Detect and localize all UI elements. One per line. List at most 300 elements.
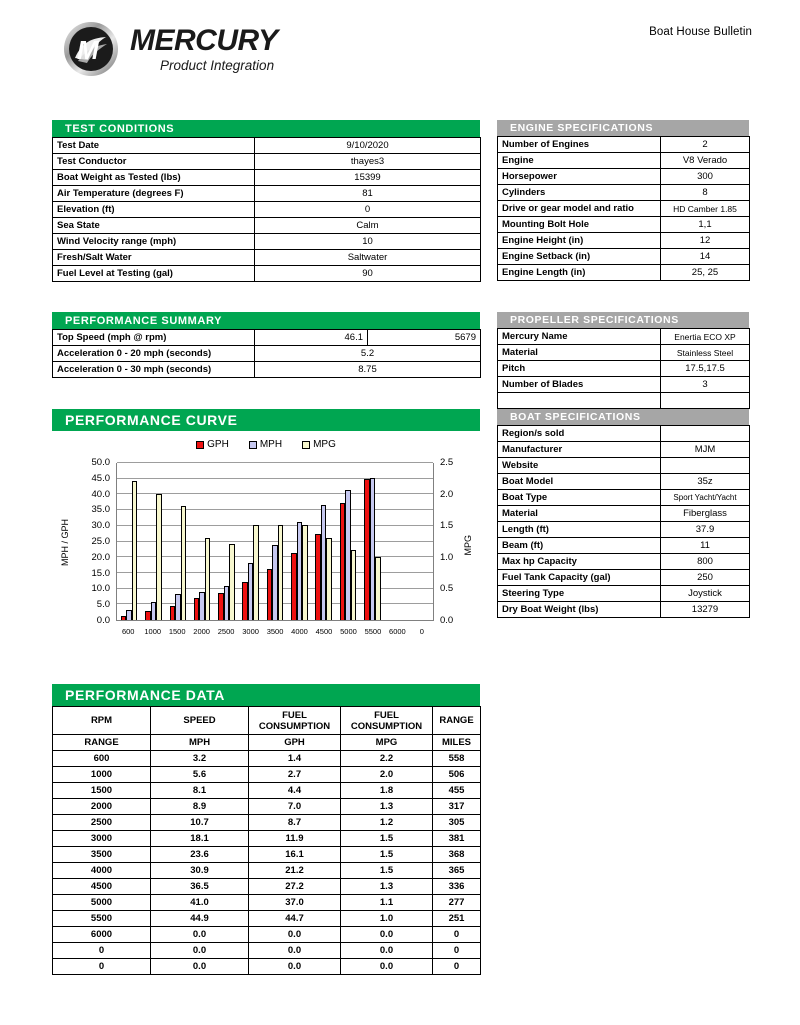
column-subheader: MPH bbox=[151, 735, 249, 751]
bar-mpg bbox=[156, 494, 162, 620]
table-cell: 368 bbox=[433, 847, 481, 863]
table-row bbox=[498, 554, 750, 570]
table-row bbox=[53, 266, 481, 282]
performance-summary-table bbox=[52, 329, 481, 378]
propeller-specifications-title: PROPELLER SPECIFICATIONS bbox=[497, 312, 749, 328]
bar-mpg bbox=[132, 481, 138, 620]
table-cell: 317 bbox=[433, 799, 481, 815]
row-value: 3 bbox=[661, 377, 750, 393]
x-tick-label: 0 bbox=[419, 627, 424, 636]
row-label: Fuel Tank Capacity (gal) bbox=[498, 570, 661, 586]
bar-mpg bbox=[375, 557, 381, 620]
table-cell: 0.0 bbox=[341, 927, 433, 943]
y-tick-right: 2.0 bbox=[440, 488, 454, 500]
table-row bbox=[53, 362, 481, 378]
row-value: 8 bbox=[661, 185, 750, 201]
table-row bbox=[498, 490, 750, 506]
propeller-specifications-panel bbox=[497, 312, 749, 409]
x-tick-label: 600 bbox=[121, 627, 135, 636]
row-value: 800 bbox=[661, 554, 750, 570]
row-label: Number of Blades bbox=[498, 377, 661, 393]
bar-group bbox=[312, 463, 336, 620]
row-label: Steering Type bbox=[498, 586, 661, 602]
y-tick-right: 0.0 bbox=[440, 615, 454, 626]
table-row bbox=[498, 458, 750, 474]
table-cell: 5.6 bbox=[151, 767, 249, 783]
table-row bbox=[53, 330, 481, 346]
row-value: 12 bbox=[661, 233, 750, 249]
table-cell: 23.6 bbox=[151, 847, 249, 863]
row-label: Material bbox=[498, 506, 661, 522]
bar-group bbox=[117, 463, 141, 620]
table-row bbox=[53, 170, 481, 186]
table-cell: 7.0 bbox=[249, 799, 341, 815]
performance-curve-title: PERFORMANCE CURVE bbox=[52, 409, 480, 431]
table-cell: 251 bbox=[433, 911, 481, 927]
table-cell: 0.0 bbox=[249, 959, 341, 975]
bar-group bbox=[287, 463, 311, 620]
table-cell: 44.7 bbox=[249, 911, 341, 927]
table-row bbox=[498, 329, 750, 345]
row-label: Test Conductor bbox=[53, 154, 255, 170]
table-cell: 18.1 bbox=[151, 831, 249, 847]
table-cell: 36.5 bbox=[151, 879, 249, 895]
table-cell: 8.7 bbox=[249, 815, 341, 831]
row-value bbox=[661, 458, 750, 474]
x-tick-label: 3000 bbox=[242, 627, 259, 636]
y-tick-left: 20.0 bbox=[91, 551, 110, 563]
row-label: Length (ft) bbox=[498, 522, 661, 538]
performance-curve-panel bbox=[52, 409, 480, 636]
row-label: Mercury Name bbox=[498, 329, 661, 345]
table-row bbox=[498, 265, 750, 281]
table-cell: 1500 bbox=[53, 783, 151, 799]
table-cell: 0 bbox=[433, 943, 481, 959]
row-value: MJM bbox=[661, 442, 750, 458]
row-value: 90 bbox=[255, 266, 481, 282]
x-tick-label: 2500 bbox=[217, 627, 235, 636]
table-cell: 1.8 bbox=[341, 783, 433, 799]
test-conditions-title: TEST CONDITIONS bbox=[52, 120, 480, 137]
row-value: 11 bbox=[661, 538, 750, 554]
y-axis-left-title: MPH / GPH bbox=[60, 519, 70, 567]
row-label: Beam (ft) bbox=[498, 538, 661, 554]
mercury-logo-icon bbox=[62, 20, 120, 78]
bar-group bbox=[263, 463, 287, 620]
table-cell: 6000 bbox=[53, 927, 151, 943]
row-value: Stainless Steel bbox=[661, 345, 750, 361]
row-value: 15399 bbox=[255, 170, 481, 186]
table-cell: 277 bbox=[433, 895, 481, 911]
row-label: Air Temperature (degrees F) bbox=[53, 186, 255, 202]
table-row bbox=[498, 474, 750, 490]
table-cell: 5500 bbox=[53, 911, 151, 927]
table-cell: 30.9 bbox=[151, 863, 249, 879]
row-label: Material bbox=[498, 345, 661, 361]
page-header bbox=[0, 0, 800, 100]
table-cell: 336 bbox=[433, 879, 481, 895]
x-tick-label: 4000 bbox=[291, 627, 308, 636]
row-value: 37.9 bbox=[661, 522, 750, 538]
table-row bbox=[498, 249, 750, 265]
row-value: 35z bbox=[661, 474, 750, 490]
x-axis-tick-labels bbox=[116, 627, 434, 636]
table-cell: 1.3 bbox=[341, 879, 433, 895]
bar-mpg bbox=[229, 544, 235, 620]
row-value: Enertia ECO XP bbox=[661, 329, 750, 345]
table-cell: 4500 bbox=[53, 879, 151, 895]
table-cell: 27.2 bbox=[249, 879, 341, 895]
column-header: SPEED bbox=[151, 707, 249, 735]
propeller-specifications-table bbox=[497, 328, 750, 409]
table-row bbox=[53, 218, 481, 234]
column-subheader: GPH bbox=[249, 735, 341, 751]
row-value: 13279 bbox=[661, 602, 750, 618]
row-label: Wind Velocity range (mph) bbox=[53, 234, 255, 250]
row-value: V8 Verado bbox=[661, 153, 750, 169]
row-label: Boat Weight as Tested (lbs) bbox=[53, 170, 255, 186]
row-label: Horsepower bbox=[498, 169, 661, 185]
table-row bbox=[498, 377, 750, 393]
engine-specifications-title: ENGINE SPECIFICATIONS bbox=[497, 120, 749, 136]
table-row bbox=[498, 153, 750, 169]
table-cell: 10.7 bbox=[151, 815, 249, 831]
row-label: Max hp Capacity bbox=[498, 554, 661, 570]
x-tick-label: 6000 bbox=[389, 627, 406, 636]
table-cell: 11.9 bbox=[249, 831, 341, 847]
y-tick-left: 25.0 bbox=[91, 536, 110, 547]
table-cell: 600 bbox=[53, 751, 151, 767]
row-label: Manufacturer bbox=[498, 442, 661, 458]
row-label: Acceleration 0 - 20 mph (seconds) bbox=[53, 346, 255, 362]
row-label: Boat Model bbox=[498, 474, 661, 490]
table-row-spacer bbox=[498, 393, 750, 409]
performance-summary-panel bbox=[52, 312, 480, 378]
y-tick-right: 2.5 bbox=[440, 457, 454, 468]
table-row bbox=[53, 895, 481, 911]
table-cell: 8.1 bbox=[151, 783, 249, 799]
bar-group bbox=[190, 463, 214, 620]
legend-label: MPG bbox=[313, 439, 336, 450]
legend-item-mph bbox=[249, 439, 282, 450]
table-cell: 506 bbox=[433, 767, 481, 783]
row-label: Sea State bbox=[53, 218, 255, 234]
table-cell: 0 bbox=[53, 943, 151, 959]
chart-bar-groups bbox=[117, 463, 433, 620]
y-tick-left: 0.0 bbox=[96, 615, 110, 626]
y-tick-left: 30.0 bbox=[91, 520, 110, 532]
table-row bbox=[498, 538, 750, 554]
table-cell: 1.3 bbox=[341, 799, 433, 815]
row-value: 300 bbox=[661, 169, 750, 185]
x-tick-label: 4500 bbox=[315, 627, 333, 636]
table-row bbox=[53, 154, 481, 170]
legend-label: MPH bbox=[259, 439, 283, 450]
bar-mpg bbox=[205, 538, 211, 620]
row-label: Website bbox=[498, 458, 661, 474]
table-cell: 41.0 bbox=[151, 895, 249, 911]
table-row bbox=[498, 169, 750, 185]
row-value: 14 bbox=[661, 249, 750, 265]
table-row bbox=[498, 570, 750, 586]
table-row bbox=[53, 767, 481, 783]
table-cell: 558 bbox=[433, 751, 481, 767]
row-value: 2 bbox=[661, 137, 750, 153]
svg-text:M: M bbox=[77, 35, 99, 65]
table-header-row bbox=[53, 707, 481, 735]
row-label: Mounting Bolt Hole bbox=[498, 217, 661, 233]
table-cell: 0.0 bbox=[151, 943, 249, 959]
table-row bbox=[53, 783, 481, 799]
bar-group bbox=[141, 463, 165, 620]
row-value: 0 bbox=[255, 202, 481, 218]
row-value bbox=[661, 426, 750, 442]
table-row bbox=[53, 879, 481, 895]
performance-data-table bbox=[52, 706, 481, 975]
table-row bbox=[498, 345, 750, 361]
legend-item-mpg bbox=[302, 439, 336, 450]
column-subheader: MPG bbox=[341, 735, 433, 751]
row-value: HD Camber 1.85 bbox=[661, 201, 750, 217]
spacer-cell bbox=[661, 393, 750, 409]
performance-data-body bbox=[53, 751, 481, 975]
engine-specifications-table bbox=[497, 136, 750, 281]
bar-mpg bbox=[351, 550, 357, 620]
bar-group bbox=[214, 463, 238, 620]
table-cell: 2500 bbox=[53, 815, 151, 831]
x-tick-label: 5000 bbox=[340, 627, 357, 636]
x-tick-label: 3500 bbox=[266, 627, 284, 636]
legend-swatch-icon bbox=[196, 441, 204, 449]
row-label: Engine bbox=[498, 153, 661, 169]
table-cell: 8.9 bbox=[151, 799, 249, 815]
row-label: Fresh/Salt Water bbox=[53, 250, 255, 266]
row-value: Saltwater bbox=[255, 250, 481, 266]
table-cell: 16.1 bbox=[249, 847, 341, 863]
table-cell: 0.0 bbox=[151, 927, 249, 943]
table-row bbox=[53, 250, 481, 266]
column-header: RANGE bbox=[433, 707, 481, 735]
table-cell: 1.2 bbox=[341, 815, 433, 831]
table-cell: 381 bbox=[433, 831, 481, 847]
chart-bars-region bbox=[116, 463, 434, 621]
table-row bbox=[498, 185, 750, 201]
brand-logo bbox=[62, 20, 278, 78]
table-row bbox=[53, 831, 481, 847]
table-row bbox=[53, 234, 481, 250]
y-tick-left: 15.0 bbox=[91, 567, 110, 579]
row-value: 10 bbox=[255, 234, 481, 250]
table-cell: 3000 bbox=[53, 831, 151, 847]
table-row bbox=[53, 202, 481, 218]
table-row bbox=[498, 361, 750, 377]
row-label: Number of Engines bbox=[498, 137, 661, 153]
table-row bbox=[498, 137, 750, 153]
brand-wordmark bbox=[130, 23, 278, 73]
table-row bbox=[498, 442, 750, 458]
row-label: Fuel Level at Testing (gal) bbox=[53, 266, 255, 282]
row-label: Region/s sold bbox=[498, 426, 661, 442]
table-cell: 4.4 bbox=[249, 783, 341, 799]
chart-plot-area bbox=[52, 457, 480, 642]
table-row bbox=[498, 602, 750, 618]
table-row bbox=[53, 751, 481, 767]
legend-swatch-icon bbox=[302, 441, 310, 449]
table-cell: 5000 bbox=[53, 895, 151, 911]
y-axis-right-title: MPG bbox=[463, 535, 473, 556]
column-subheader: MILES bbox=[433, 735, 481, 751]
test-conditions-panel bbox=[52, 120, 480, 282]
top-speed-mph-value: 46.1 bbox=[255, 330, 368, 346]
column-header: FUEL CONSUMPTION bbox=[341, 707, 433, 735]
legend-label: GPH bbox=[207, 439, 229, 450]
performance-data-head bbox=[53, 707, 481, 751]
column-header: RPM bbox=[53, 707, 151, 735]
row-value: Joystick bbox=[661, 586, 750, 602]
table-cell: 1.5 bbox=[341, 831, 433, 847]
bar-mpg bbox=[302, 525, 308, 620]
y-tick-left: 45.0 bbox=[91, 472, 110, 484]
performance-data-title: PERFORMANCE DATA bbox=[52, 684, 480, 706]
table-row bbox=[498, 201, 750, 217]
row-value: thayes3 bbox=[255, 154, 481, 170]
legend-swatch-icon bbox=[249, 441, 257, 449]
row-value: Calm bbox=[255, 218, 481, 234]
row-label: Pitch bbox=[498, 361, 661, 377]
table-cell: 305 bbox=[433, 815, 481, 831]
table-row bbox=[53, 138, 481, 154]
row-label: Engine Height (in) bbox=[498, 233, 661, 249]
row-label: Boat Type bbox=[498, 490, 661, 506]
table-cell: 0.0 bbox=[151, 959, 249, 975]
row-label: Cylinders bbox=[498, 185, 661, 201]
bar-mpg bbox=[278, 525, 284, 620]
performance-data-panel bbox=[52, 684, 480, 975]
boat-specifications-panel bbox=[497, 409, 749, 618]
table-cell: 1000 bbox=[53, 767, 151, 783]
table-row bbox=[498, 522, 750, 538]
table-row bbox=[53, 186, 481, 202]
table-row bbox=[498, 506, 750, 522]
legend-item-gph bbox=[196, 439, 229, 450]
bar-group bbox=[336, 463, 360, 620]
bar-group bbox=[384, 463, 408, 620]
y-tick-left: 50.0 bbox=[91, 457, 110, 468]
row-value: Sport Yacht/Yacht bbox=[661, 490, 750, 506]
table-cell: 3.2 bbox=[151, 751, 249, 767]
table-cell: 37.0 bbox=[249, 895, 341, 911]
table-cell: 1.5 bbox=[341, 847, 433, 863]
table-row bbox=[53, 943, 481, 959]
brand-name: MERCURY bbox=[130, 23, 278, 57]
table-row bbox=[53, 863, 481, 879]
bar-group bbox=[239, 463, 263, 620]
row-value: 81 bbox=[255, 186, 481, 202]
row-label: Dry Boat Weight (lbs) bbox=[498, 602, 661, 618]
table-cell: 0.0 bbox=[249, 943, 341, 959]
row-label: Acceleration 0 - 30 mph (seconds) bbox=[53, 362, 255, 378]
row-value: 9/10/2020 bbox=[255, 138, 481, 154]
column-subheader: RANGE bbox=[53, 735, 151, 751]
table-row bbox=[53, 799, 481, 815]
y-tick-left: 5.0 bbox=[96, 599, 110, 611]
table-cell: 21.2 bbox=[249, 863, 341, 879]
table-cell: 1.4 bbox=[249, 751, 341, 767]
table-row bbox=[498, 233, 750, 249]
row-value: 25, 25 bbox=[661, 265, 750, 281]
bulletin-title: Boat House Bulletin bbox=[649, 26, 752, 38]
test-conditions-table bbox=[52, 137, 481, 282]
row-value: 250 bbox=[661, 570, 750, 586]
bar-group bbox=[166, 463, 190, 620]
table-cell: 2.7 bbox=[249, 767, 341, 783]
row-label: Drive or gear model and ratio bbox=[498, 201, 661, 217]
table-cell: 4000 bbox=[53, 863, 151, 879]
table-cell: 0.0 bbox=[249, 927, 341, 943]
table-cell: 44.9 bbox=[151, 911, 249, 927]
row-label: Engine Length (in) bbox=[498, 265, 661, 281]
table-cell: 0 bbox=[433, 959, 481, 975]
table-cell: 365 bbox=[433, 863, 481, 879]
table-cell: 0 bbox=[53, 959, 151, 975]
table-cell: 0.0 bbox=[341, 943, 433, 959]
table-cell: 1.5 bbox=[341, 863, 433, 879]
table-row bbox=[498, 426, 750, 442]
table-cell: 3500 bbox=[53, 847, 151, 863]
x-tick-label: 1500 bbox=[168, 627, 186, 636]
y-tick-left: 35.0 bbox=[91, 504, 110, 516]
bar-group bbox=[409, 463, 433, 620]
table-row bbox=[498, 217, 750, 233]
table-row bbox=[498, 586, 750, 602]
top-speed-rpm-value: 5679 bbox=[368, 330, 481, 346]
x-tick-label: 5500 bbox=[364, 627, 382, 636]
row-label: Engine Setback (in) bbox=[498, 249, 661, 265]
spacer-cell bbox=[498, 393, 661, 409]
table-cell: 0.0 bbox=[341, 959, 433, 975]
row-label: Top Speed (mph @ rpm) bbox=[53, 330, 255, 346]
row-value: 8.75 bbox=[255, 362, 481, 378]
bar-mpg bbox=[253, 525, 259, 620]
y-tick-left: 10.0 bbox=[91, 583, 110, 595]
chart-legend bbox=[52, 439, 480, 450]
row-label: Elevation (ft) bbox=[53, 202, 255, 218]
row-value: 17.5,17.5 bbox=[661, 361, 750, 377]
y-tick-right: 0.5 bbox=[440, 583, 454, 595]
table-cell: 0 bbox=[433, 927, 481, 943]
table-cell: 2000 bbox=[53, 799, 151, 815]
table-row bbox=[53, 927, 481, 943]
table-row bbox=[53, 847, 481, 863]
y-tick-right: 1.5 bbox=[440, 520, 454, 532]
row-label: Test Date bbox=[53, 138, 255, 154]
engine-specifications-panel bbox=[497, 120, 749, 281]
column-header: FUEL CONSUMPTION bbox=[249, 707, 341, 735]
table-row bbox=[53, 815, 481, 831]
boat-specifications-table bbox=[497, 425, 750, 618]
table-row bbox=[53, 346, 481, 362]
performance-summary-title: PERFORMANCE SUMMARY bbox=[52, 312, 480, 329]
table-cell: 1.0 bbox=[341, 911, 433, 927]
row-value: 1,1 bbox=[661, 217, 750, 233]
table-cell: 2.0 bbox=[341, 767, 433, 783]
table-cell: 2.2 bbox=[341, 751, 433, 767]
x-tick-label: 2000 bbox=[193, 627, 210, 636]
table-cell: 1.1 bbox=[341, 895, 433, 911]
y-tick-right: 1.0 bbox=[440, 551, 454, 563]
boat-specifications-title: BOAT SPECIFICATIONS bbox=[497, 409, 749, 425]
bar-mpg bbox=[326, 538, 332, 620]
